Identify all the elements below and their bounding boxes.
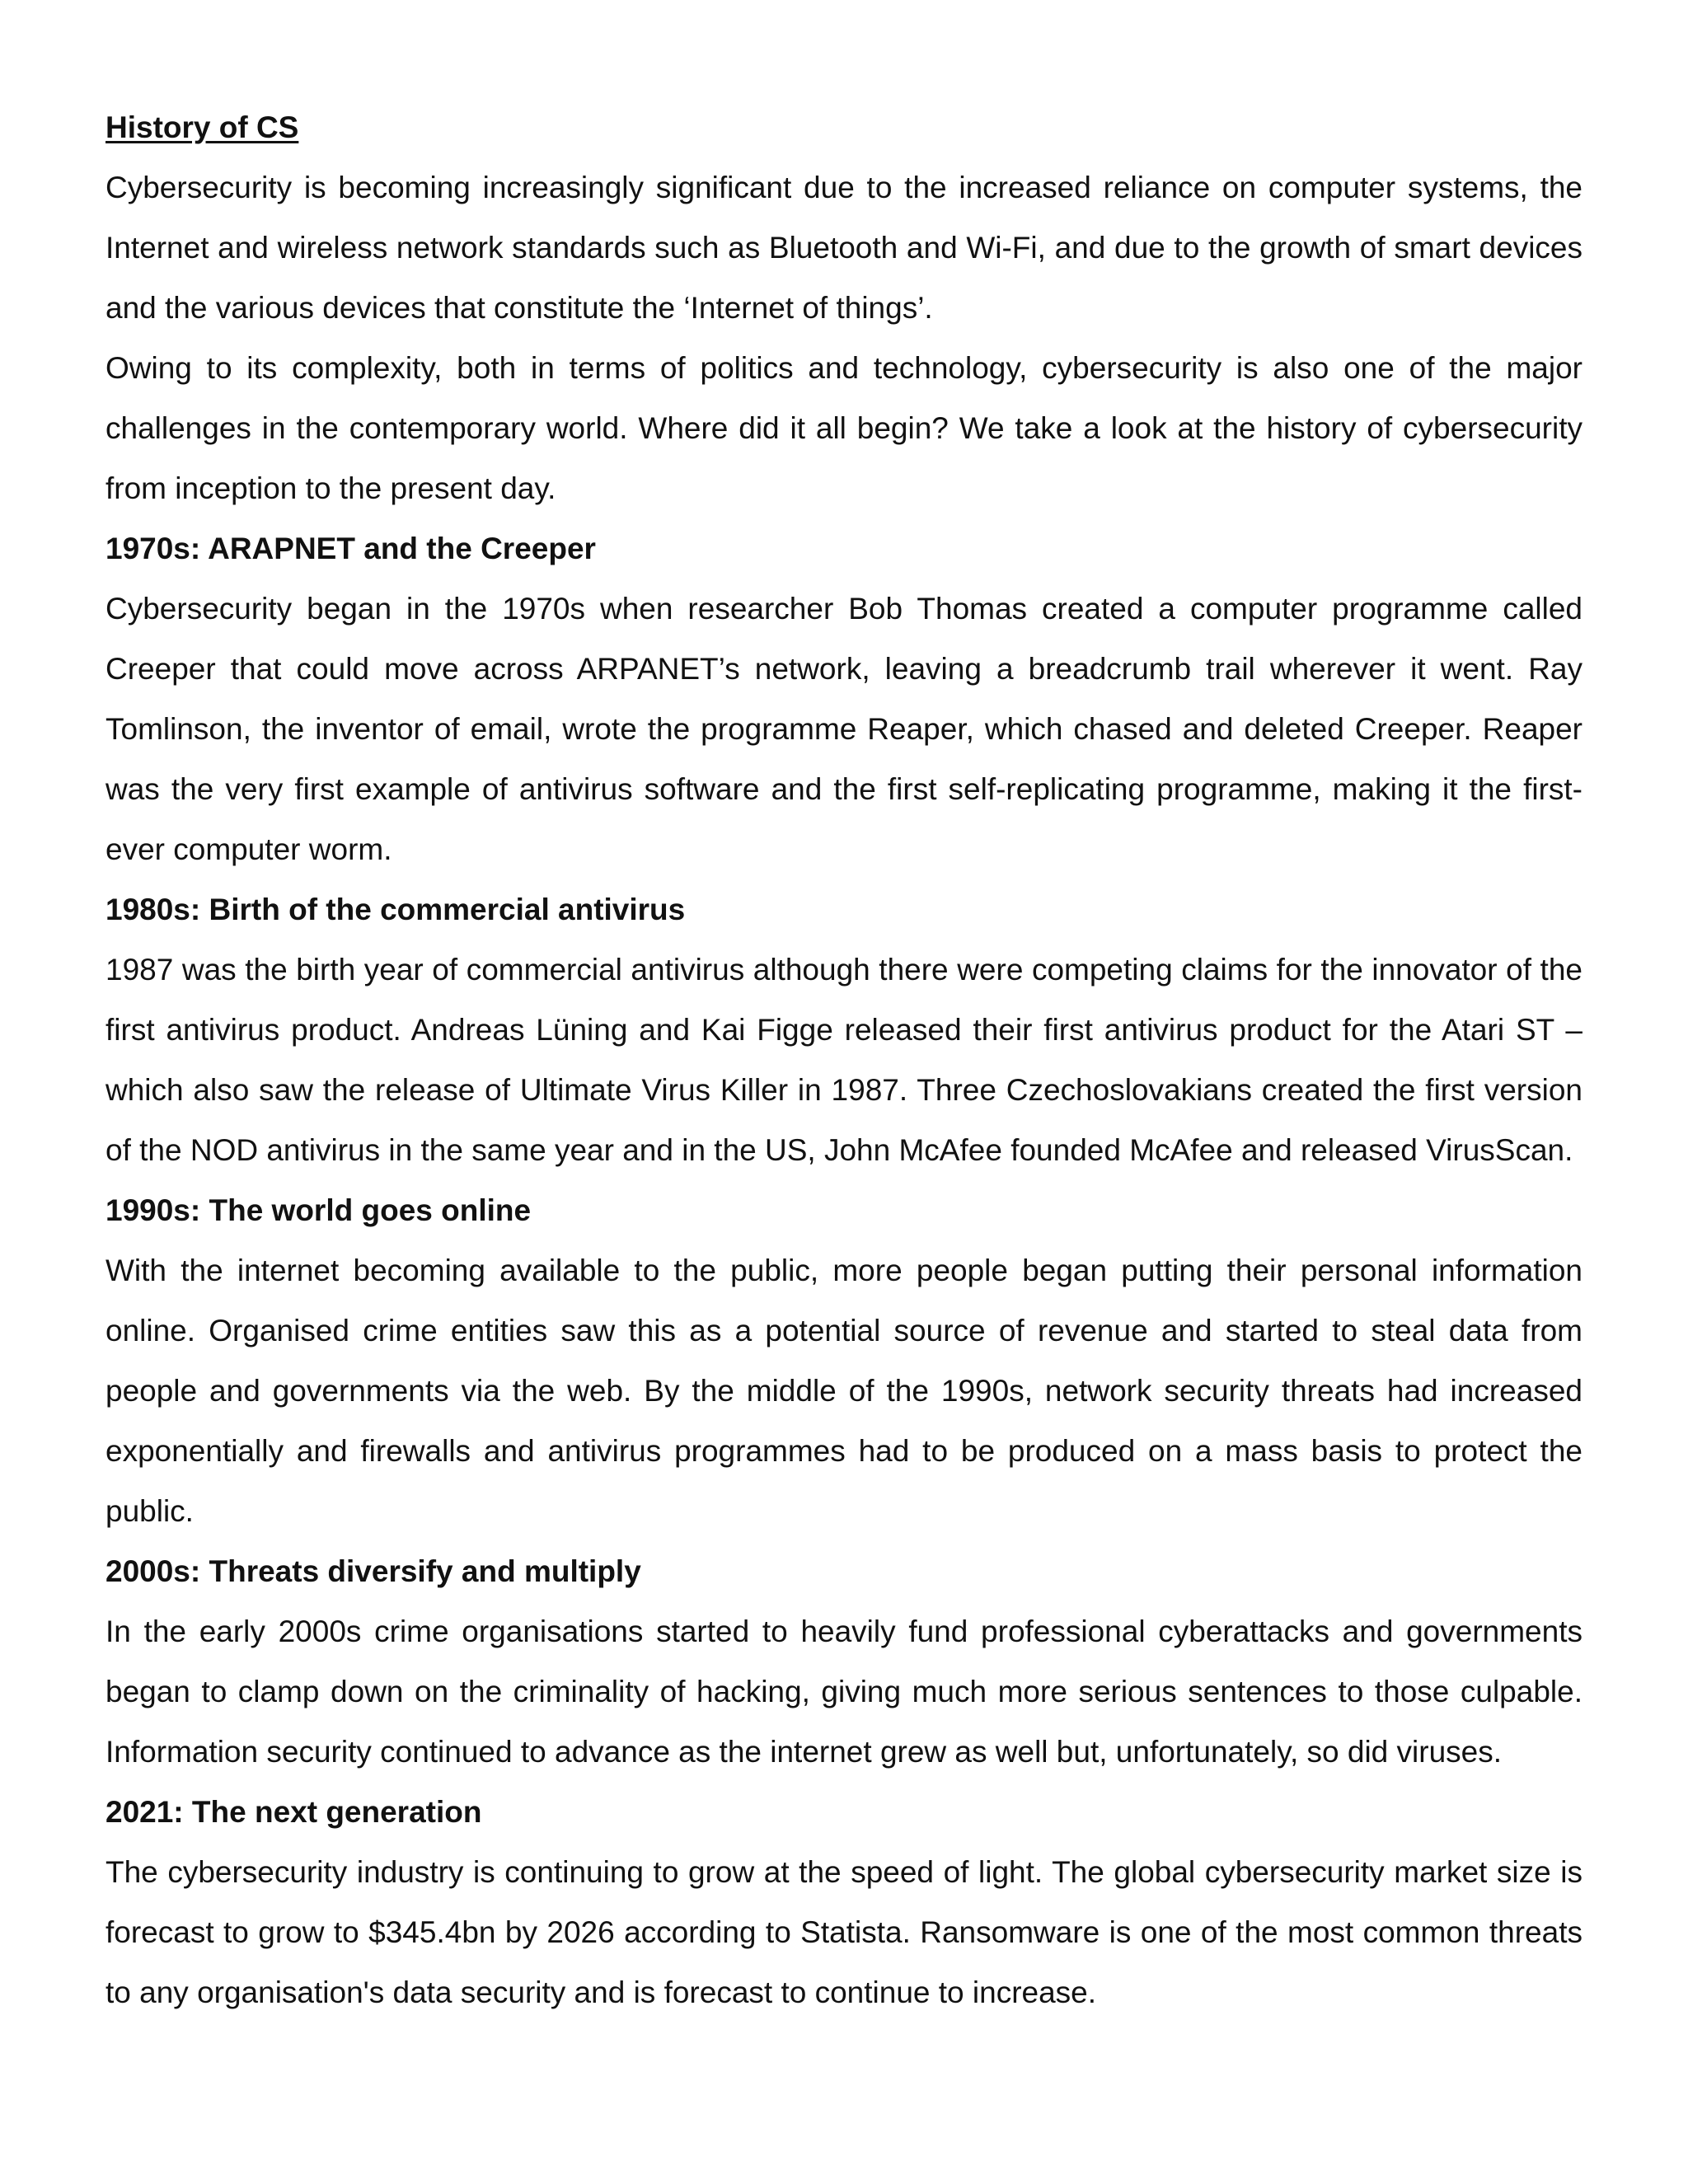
section-heading-1990s: 1990s: The world goes online — [106, 1193, 532, 1227]
intro-paragraph-2: Owing to its complexity, both in terms of politics and technology, cybersecurity is also one of the major challenges in the contemporary world. Where did it all begin? We take a look at the history of cybersecurity from inception to the present day. — [106, 351, 1582, 505]
section-heading-2000s: 2000s: Threats diversify and multiply — [106, 1554, 641, 1588]
section-heading-1980s: 1980s: Birth of the commercial antivirus — [106, 893, 686, 926]
section-body-2000s: In the early 2000s crime organisations started to heavily fund professional cyberattacks and governments began to clamp down on the criminality of hacking, giving much more serious sentences to those culpable. Information security continued to advance as the internet grew as well but, unfortunately, so did viruses. — [106, 1615, 1582, 1769]
section-body-1970s: Cybersecurity began in the 1970s when researcher Bob Thomas created a computer programme called Creeper that could move across ARPANET’s network, leaving a breadcrumb trail wherever it went. Ray Tomlinson, the inventor of email, wrote the programme Reaper, which chased and deleted Creeper. Reaper was the very first example of antivirus software and the first self-replicating programme, making it the first-ever computer worm. — [106, 592, 1582, 866]
document-title: History of CS — [106, 110, 299, 144]
section-body-1990s: With the internet becoming available to the public, more people began putting their personal information online. Organised crime entities saw this as a potential source of revenue and started to steal data from people and governments via the web. By the middle of the 1990s, network security threats had increased exponentially and firewalls and antivirus programmes had to be produced on a mass basis to protect the public. — [106, 1254, 1582, 1528]
section-body-1980s: 1987 was the birth year of commercial antivirus although there were competing claims for the innovator of the first antivirus product. Andreas Lüning and Kai Figge released their first antivirus product for the Atari ST – which also saw the release of Ultimate Virus Killer in 1987. Three Czechoslovakians created the first version of the NOD antivirus in the same year and in the US, John McAfee founded McAfee and released VirusScan. — [106, 953, 1582, 1167]
section-body-2021: The cybersecurity industry is continuing to grow at the speed of light. The global cybersecurity market size is forecast to grow to $345.4bn by 2026 according to Statista. Ransomware is one of the most common threats to any organisation's data security and is forecast to continue to increase. — [106, 1855, 1582, 2009]
section-heading-2021: 2021: The next generation — [106, 1795, 482, 1829]
intro-paragraph-1: Cybersecurity is becoming increasingly significant due to the increased reliance on computer systems, the Internet and wireless network standards such as Bluetooth and Wi-Fi, and due to the growth of smart devices and the various devices that constitute the ‘Internet of things’. — [106, 171, 1582, 325]
section-heading-1970s: 1970s: ARAPNET and the Creeper — [106, 532, 596, 565]
document-page — [106, 97, 1582, 2022]
